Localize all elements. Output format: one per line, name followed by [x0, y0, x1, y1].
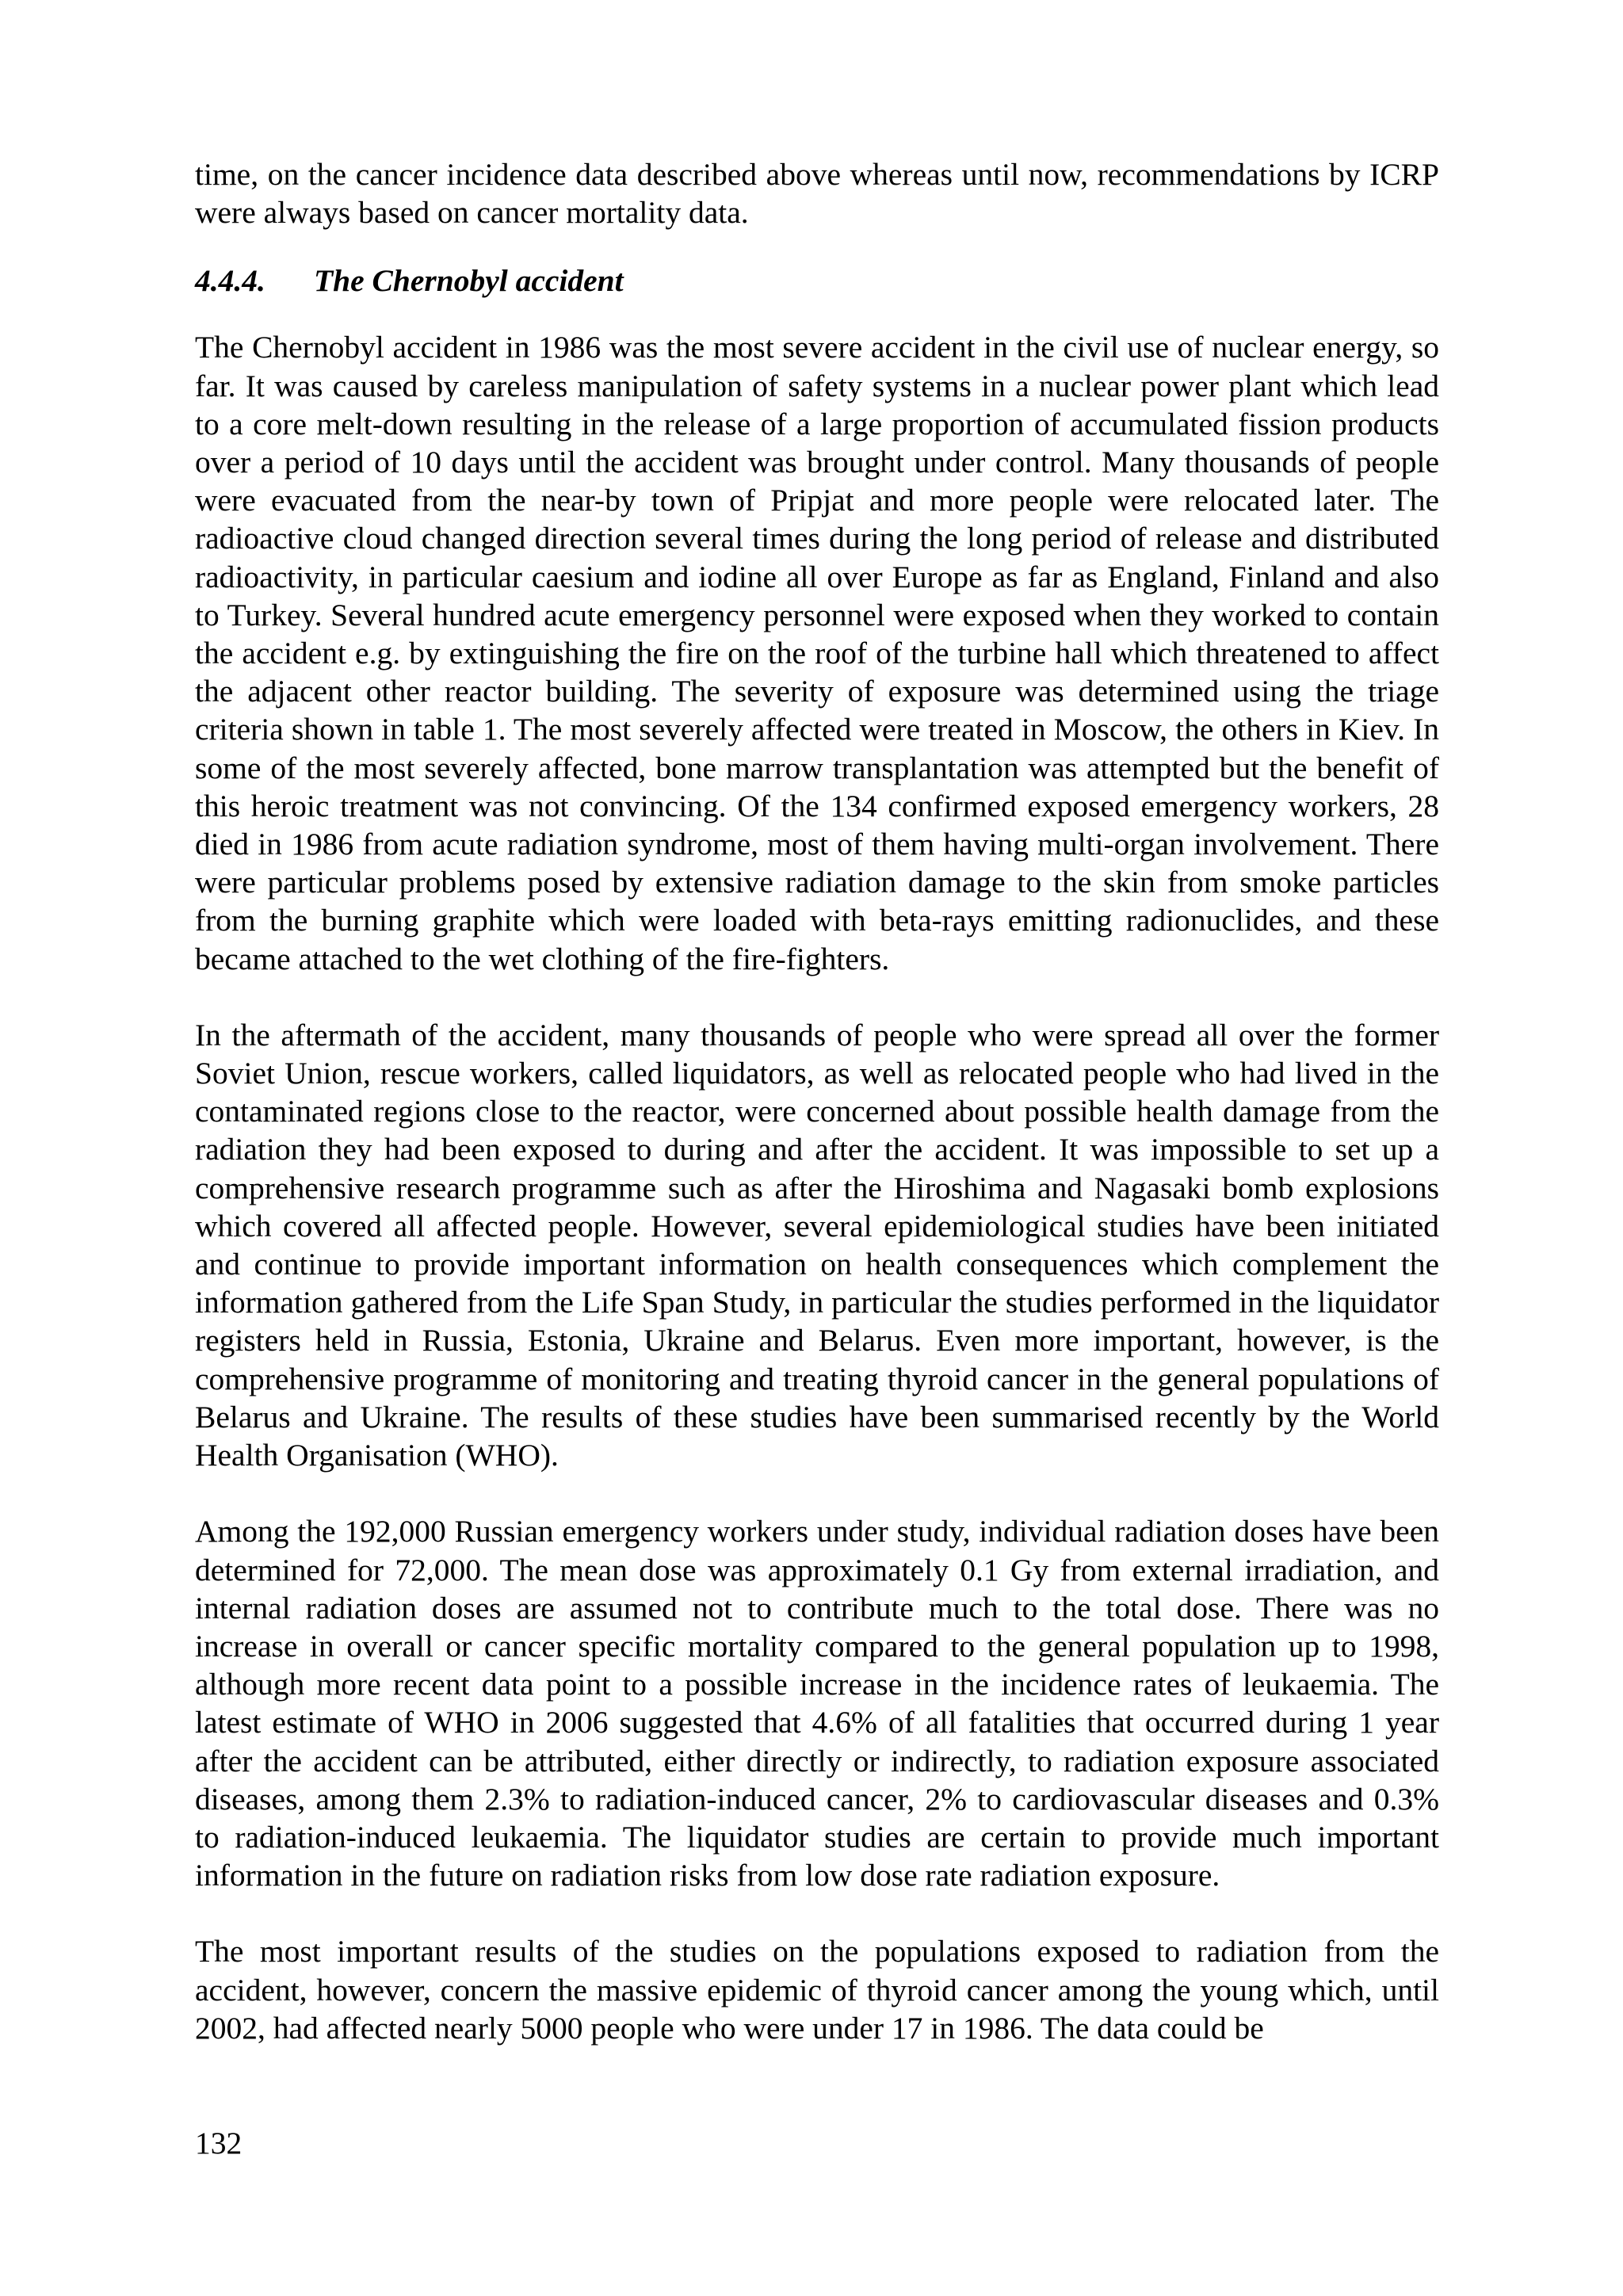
intro-paragraph: time, on the cancer incidence data described above whereas until now, recommendations by ICRP were always based on cancer mortality data.	[195, 157, 1439, 231]
paragraph-thyroid-cancer: The most important results of the studies on the populations exposed to radiation from the accident, however, concern the massive epidemic of thyroid cancer among the young which, until 2002, had affected nearly 5000 people who were under 17 in 1986. The data could be	[195, 1934, 1439, 2046]
section-title: The Chernobyl accident	[314, 263, 624, 299]
page-body	[195, 155, 1439, 2047]
paragraph-emergency-workers: Among the 192,000 Russian emergency workers under study, individual radiation doses have been determined for 72,000. The mean dose was approximately 0.1 Gy from external irradiation, and internal radiation doses are assumed not to contribute much to the total dose. There was no increase in overall or cancer specific mortality compared to the general population up to 1998, although more recent data point to a possible increase in the incidence rates of leukaemia. The latest estimate of WHO in 2006 suggested that 4.6% of all fatalities that occurred during 1 year after the accident can be attributed, either directly or indirectly, to radiation exposure associated diseases, among them 2.3% to radiation-induced cancer, 2% to cardiovascular diseases and 0.3% to radiation-induced leukaemia. The liquidator studies are certain to provide much important information in the future on radiation risks from low dose rate radiation exposure.	[195, 1514, 1439, 1893]
paragraph-chernobyl-accident: The Chernobyl accident in 1986 was the most severe accident in the civil use of nuclear energy, so far. It was caused by careless manipulation of safety systems in a nuclear power plant which lead to a core melt-down resulting in the release of a large proportion of accumulated fission products over a period of 10 days until the accident was brought under control. Many thousands of people were evacuated from the near-by town of Pripjat and more people were relocated later. The radioactive cloud changed direction several times during the long period of release and distributed radioactivity, in particular caesium and iodine all over Europe as far as England, Finland and also to Turkey. Several hundred acute emergency personnel were exposed when they worked to contain the accident e.g. by extinguishing the fire on the roof of the turbine hall which threatened to affect the adjacent other reactor building. The severity of exposure was determined using the triage criteria shown in table 1. The most severely affected were treated in Moscow, the others in Kiev. In some of the most severely affected, bone marrow transplantation was attempted but the benefit of this heroic treatment was not convincing. Of the 134 confirmed exposed emergency workers, 28 died in 1986 from acute radiation syndrome, most of them having multi-organ involvement. There were particular problems posed by extensive radiation damage to the skin from smoke particles from the burning graphite which were loaded with beta-rays emitting radionuclides, and these became attached to the wet clothing of the fire-fighters.	[195, 330, 1439, 976]
section-number: 4.4.4.	[195, 263, 265, 299]
page-number: 132	[195, 2126, 242, 2160]
paragraph-aftermath: In the aftermath of the accident, many thousands of people who were spread all over the former Soviet Union, rescue workers, called liquidators, as well as relocated people who had lived in the contaminated regions close to the reactor, were concerned about possible health damage from the radiation they had been exposed to during and after the accident. It was impossible to set up a comprehensive research programme such as after the Hiroshima and Nagasaki bomb explosions which covered all affected people. However, several epidemiological studies have been initiated and continue to provide important information on health consequences which complement the information gathered from the Life Span Study, in particular the studies performed in the liquidator registers held in Russia, Estonia, Ukraine and Belarus. Even more important, however, is the comprehensive programme of monitoring and treating thyroid cancer in the general populations of Belarus and Ukraine. The results of these studies have been summarised recently by the World Health Organisation (WHO).	[195, 1017, 1439, 1473]
section-heading	[195, 262, 1439, 300]
